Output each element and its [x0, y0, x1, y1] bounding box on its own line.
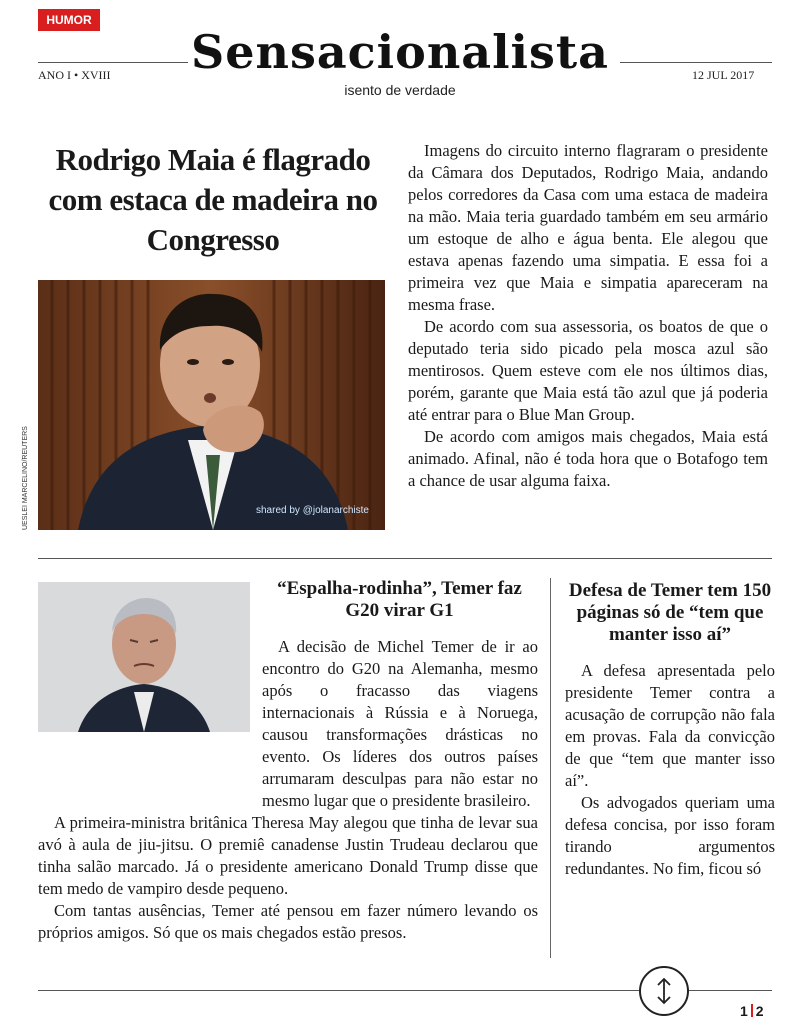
second-article-body: [38, 636, 538, 944]
masthead-rule-right: [620, 62, 772, 63]
column-divider: [550, 578, 551, 958]
main-paragraph: Imagens do circuito interno flagraram o presidente da Câmara dos Deputados, Rodrigo Maia, andando pelos corredores da Casa com uma estaca de madeira na mão. Maia teria guardado também em seu armário um estoque de alho e água benta. Ele alegou que estava apenas fazendo uma simpatia. E essa foi a primeira vez que Maia e simpatia apareceram na mesma frase.: [408, 141, 768, 314]
tagline: isento de verdade: [344, 82, 456, 98]
maia-photo-illustration: [38, 280, 385, 530]
main-article-body: [408, 140, 768, 492]
main-headline: Rodrigo Maia é flagrado com estaca de madeira no Congresso: [48, 142, 378, 257]
second-paragraph: A decisão de Michel Temer de ir ao encontro do G20 na Alemanha, mesmo após o fracasso das viagens internacionais à Rússia e à Noruega, causou transformações drásticas no evento. Os líderes dos outros países arrumaram desculpas para não estar no mesmo lugar que o presidente brasileiro.: [262, 637, 538, 810]
page-indicator[interactable]: [740, 1003, 764, 1019]
second-paragraph: A primeira-ministra britânica Theresa May alegou que tinha de levar sua avó à aula de jiu-jitsu. O premiê canadense Justin Trudeau declarou que tinha salão marcado. Já o presidente americano Donald Trump disse que tem medo de vampiro desde pequeno.: [38, 813, 538, 898]
third-article-body: [565, 660, 775, 880]
third-paragraph: Os advogados queriam uma defesa concisa, por isso foram tirando argumentos redundantes. No fim, ficou só: [565, 793, 775, 878]
main-paragraph: De acordo com amigos mais chegados, Maia está animado. Afinal, não é toda hora que o Botafogo tem a chance de usar alguma faixa.: [408, 427, 768, 490]
third-headline: Defesa de Temer tem 150 páginas só de “tem que manter isso aí”: [568, 580, 772, 645]
scroll-updown-icon: [641, 968, 687, 1014]
main-article-photo: [38, 280, 385, 530]
main-paragraph: De acordo com sua assessoria, os boatos de que o deputado teria sido picado pela mosca azul são mentirosos. Quem esteve com ele nos últimos dias, porém, garante que Maia está tão azul que já poderia até entrar para o Blue Man Group.: [408, 317, 768, 424]
page-current: 1: [740, 1003, 748, 1019]
second-paragraph: Com tantas ausências, Temer até pensou em fazer número levando os próprios amigos. Só que os mais chegados estão presos.: [38, 901, 538, 942]
photo-credit: UESLEI MARCELINO/REUTERS: [22, 426, 29, 530]
page-total: 2: [755, 1003, 764, 1019]
section-divider: [38, 558, 772, 559]
section-badge: HUMOR: [38, 9, 100, 31]
masthead-rule-left: [38, 62, 188, 63]
scroll-button[interactable]: [639, 966, 689, 1016]
photo-shared-by: shared by @jolanarchiste: [256, 505, 369, 516]
edition-label: ANO I • XVIII: [38, 68, 111, 82]
page-separator: [751, 1004, 753, 1017]
issue-date: 12 JUL 2017: [692, 68, 755, 82]
masthead-logo: Sensacionalista: [191, 25, 609, 79]
third-paragraph: A defesa apresentada pelo presidente Temer contra a acusação de corrupção não fala em provas. Fala da convicção de que “tem que manter isso aí”.: [565, 661, 775, 790]
second-headline: “Espalha-rodinha”, Temer faz G20 virar G1: [277, 578, 522, 621]
